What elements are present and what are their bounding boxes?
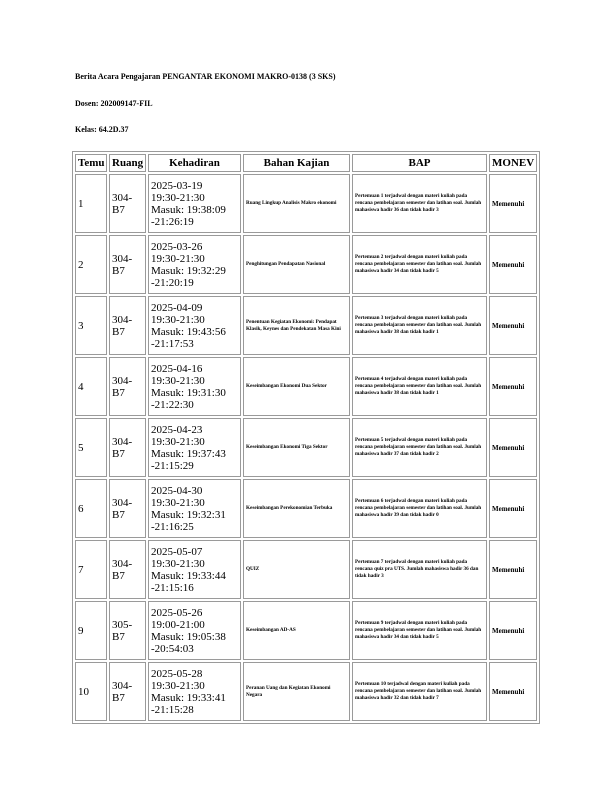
cell-temu: 7 bbox=[75, 540, 107, 599]
cell-bap: Pertemuan 6 terjadwal dengan materi kuliah pada rencana pembelajaran semester dan latihan soal. Jumlah mahasiswa hadir 39 dan tidak hadir 0 bbox=[352, 479, 487, 538]
cell-monev: Memenuhi bbox=[489, 418, 537, 477]
kehadiran-date: 2025-05-26 bbox=[151, 606, 203, 619]
cell-temu: 9 bbox=[75, 601, 107, 660]
cell-bahan-kajian: Keseimbangan Ekonomi Tiga Sektor bbox=[243, 418, 350, 477]
cell-temu: 3 bbox=[75, 296, 107, 355]
cell-ruang: 304-B7 bbox=[109, 479, 146, 538]
kehadiran-date: 2025-04-16 bbox=[151, 362, 203, 375]
col-temu: Temu bbox=[75, 154, 107, 172]
kehadiran-time: 19:30-21:30 bbox=[151, 374, 205, 387]
cell-bahan-kajian: Penghitungan Pendapatan Nasional bbox=[243, 235, 350, 294]
kehadiran-end: -21:20:19 bbox=[151, 276, 194, 289]
col-monev: MONEV bbox=[489, 154, 537, 172]
col-kehadiran: Kehadiran bbox=[148, 154, 241, 172]
bap-table bbox=[72, 151, 540, 724]
cell-ruang: 304-B7 bbox=[109, 235, 146, 294]
cell-bahan-kajian: Keseimbangan Perekonomian Terbuka bbox=[243, 479, 350, 538]
kehadiran-time: 19:30-21:30 bbox=[151, 191, 205, 204]
cell-monev: Memenuhi bbox=[489, 296, 537, 355]
kehadiran-date: 2025-05-07 bbox=[151, 545, 203, 558]
kehadiran-masuk: Masuk: 19:43:56 bbox=[151, 325, 226, 338]
cell-bap: Pertemuan 5 terjadwal dengan materi kuliah pada rencana pembelajaran semester dan latihan soal. Jumlah mahasiswa hadir 37 dan tidak hadir 2 bbox=[352, 418, 487, 477]
cell-bap: Pertemuan 1 terjadwal dengan materi kuliah pada rencana pembelajaran semester dan latihan soal. Jumlah mahasiswa hadir 36 dan tidak hadir 3 bbox=[352, 174, 487, 233]
col-ruang: Ruang bbox=[109, 154, 146, 172]
cell-kehadiran bbox=[148, 418, 241, 477]
cell-ruang: 304-B7 bbox=[109, 540, 146, 599]
table-row bbox=[75, 296, 537, 355]
cell-kehadiran bbox=[148, 174, 241, 233]
cell-bahan-kajian: Ruang Lingkup Analisis Makro ekonomi bbox=[243, 174, 350, 233]
class-id: Kelas: 64.2D.37 bbox=[75, 125, 129, 134]
kehadiran-time: 19:30-21:30 bbox=[151, 496, 205, 509]
col-bap: BAP bbox=[352, 154, 487, 172]
kehadiran-masuk: Masuk: 19:32:29 bbox=[151, 264, 226, 277]
kehadiran-time: 19:30-21:30 bbox=[151, 313, 205, 326]
kehadiran-date: 2025-04-30 bbox=[151, 484, 203, 497]
table-row bbox=[75, 357, 537, 416]
cell-monev: Memenuhi bbox=[489, 540, 537, 599]
cell-temu: 1 bbox=[75, 174, 107, 233]
table-row bbox=[75, 662, 537, 721]
cell-monev: Memenuhi bbox=[489, 174, 537, 233]
kehadiran-end: -20:54:03 bbox=[151, 642, 194, 655]
lecturer-id: Dosen: 202009147-FIL bbox=[75, 99, 153, 108]
table-row bbox=[75, 479, 537, 538]
cell-kehadiran bbox=[148, 540, 241, 599]
kehadiran-time: 19:30-21:30 bbox=[151, 679, 205, 692]
cell-kehadiran bbox=[148, 235, 241, 294]
cell-bahan-kajian: Keseimbangan Ekonomi Dua Sektor bbox=[243, 357, 350, 416]
cell-bahan-kajian: Penentuan Kegiatan Ekonomi: Pendapat Klasik, Keynes dan Pendekatan Masa Kini bbox=[243, 296, 350, 355]
cell-ruang: 305-B7 bbox=[109, 601, 146, 660]
cell-bap: Pertemuan 2 terjadwal dengan materi kuliah pada rencana pembelajaran semester dan latihan soal. Jumlah mahasiswa hadir 34 dan tidak hadir 5 bbox=[352, 235, 487, 294]
kehadiran-masuk: Masuk: 19:37:43 bbox=[151, 447, 226, 460]
kehadiran-date: 2025-03-26 bbox=[151, 240, 203, 253]
cell-bap: Pertemuan 7 terjadwal dengan materi kuliah pada rencana quiz pra UTS. Jumlah mahasiswa hadir 36 dan tidak hadir 3 bbox=[352, 540, 487, 599]
cell-monev: Memenuhi bbox=[489, 662, 537, 721]
cell-bap: Pertemuan 3 terjadwal dengan materi kuliah pada rencana pembelajaran semester dan latihan soal. Jumlah mahasiswa hadir 38 dan tidak hadir 1 bbox=[352, 296, 487, 355]
kehadiran-masuk: Masuk: 19:05:38 bbox=[151, 630, 226, 643]
kehadiran-date: 2025-04-09 bbox=[151, 301, 203, 314]
cell-kehadiran bbox=[148, 296, 241, 355]
table-row bbox=[75, 235, 537, 294]
cell-kehadiran bbox=[148, 357, 241, 416]
cell-monev: Memenuhi bbox=[489, 479, 537, 538]
kehadiran-time: 19:00-21:00 bbox=[151, 618, 205, 631]
kehadiran-end: -21:15:28 bbox=[151, 703, 194, 716]
cell-ruang: 304-B7 bbox=[109, 296, 146, 355]
kehadiran-time: 19:30-21:30 bbox=[151, 435, 205, 448]
kehadiran-masuk: Masuk: 19:31:30 bbox=[151, 386, 226, 399]
cell-bahan-kajian: Peranan Uang dan Kegiatan Ekonomi Negara bbox=[243, 662, 350, 721]
cell-ruang: 304-B7 bbox=[109, 418, 146, 477]
cell-temu: 5 bbox=[75, 418, 107, 477]
course-title: Berita Acara Pengajaran PENGANTAR EKONOMI MAKRO-0138 (3 SKS) bbox=[75, 72, 336, 81]
cell-bap: Pertemuan 10 terjadwal dengan materi kuliah pada rencana pembelajaran semester dan latihan soal. Jumlah mahasiswa hadir 32 dan tidak hadir 7 bbox=[352, 662, 487, 721]
cell-bahan-kajian: QUIZ bbox=[243, 540, 350, 599]
cell-bahan-kajian: Keseimbangan AD-AS bbox=[243, 601, 350, 660]
cell-monev: Memenuhi bbox=[489, 235, 537, 294]
kehadiran-masuk: Masuk: 19:33:44 bbox=[151, 569, 226, 582]
cell-monev: Memenuhi bbox=[489, 601, 537, 660]
kehadiran-time: 19:30-21:30 bbox=[151, 252, 205, 265]
kehadiran-end: -21:15:29 bbox=[151, 459, 194, 472]
kehadiran-end: -21:15:16 bbox=[151, 581, 194, 594]
kehadiran-end: -21:26:19 bbox=[151, 215, 194, 228]
kehadiran-masuk: Masuk: 19:33:41 bbox=[151, 691, 226, 704]
cell-temu: 4 bbox=[75, 357, 107, 416]
cell-bap: Pertemuan 9 terjadwal dengan materi kuliah pada rencana pembelajaran semester dan latihan soal. Jumlah mahasiswa hadir 34 dan tidak hadir 5 bbox=[352, 601, 487, 660]
col-bahan-kajian: Bahan Kajian bbox=[243, 154, 350, 172]
cell-temu: 2 bbox=[75, 235, 107, 294]
cell-temu: 6 bbox=[75, 479, 107, 538]
table-row bbox=[75, 418, 537, 477]
cell-ruang: 304-B7 bbox=[109, 662, 146, 721]
table-row bbox=[75, 174, 537, 233]
kehadiran-end: -21:16:25 bbox=[151, 520, 194, 533]
cell-kehadiran bbox=[148, 601, 241, 660]
cell-kehadiran bbox=[148, 479, 241, 538]
kehadiran-date: 2025-04-23 bbox=[151, 423, 203, 436]
cell-kehadiran bbox=[148, 662, 241, 721]
kehadiran-date: 2025-05-28 bbox=[151, 667, 203, 680]
table-header-row bbox=[75, 154, 537, 172]
table-row bbox=[75, 540, 537, 599]
kehadiran-end: -21:22:30 bbox=[151, 398, 194, 411]
cell-monev: Memenuhi bbox=[489, 357, 537, 416]
cell-temu: 10 bbox=[75, 662, 107, 721]
kehadiran-masuk: Masuk: 19:32:31 bbox=[151, 508, 226, 521]
cell-ruang: 304-B7 bbox=[109, 174, 146, 233]
kehadiran-end: -21:17:53 bbox=[151, 337, 194, 350]
table-row bbox=[75, 601, 537, 660]
cell-bap: Pertemuan 4 terjadwal dengan materi kuliah pada rencana pembelajaran semester dan latihan soal. Jumlah mahasiswa hadir 38 dan tidak hadir 1 bbox=[352, 357, 487, 416]
kehadiran-date: 2025-03-19 bbox=[151, 179, 203, 192]
kehadiran-masuk: Masuk: 19:38:09 bbox=[151, 203, 226, 216]
cell-ruang: 304-B7 bbox=[109, 357, 146, 416]
kehadiran-time: 19:30-21:30 bbox=[151, 557, 205, 570]
